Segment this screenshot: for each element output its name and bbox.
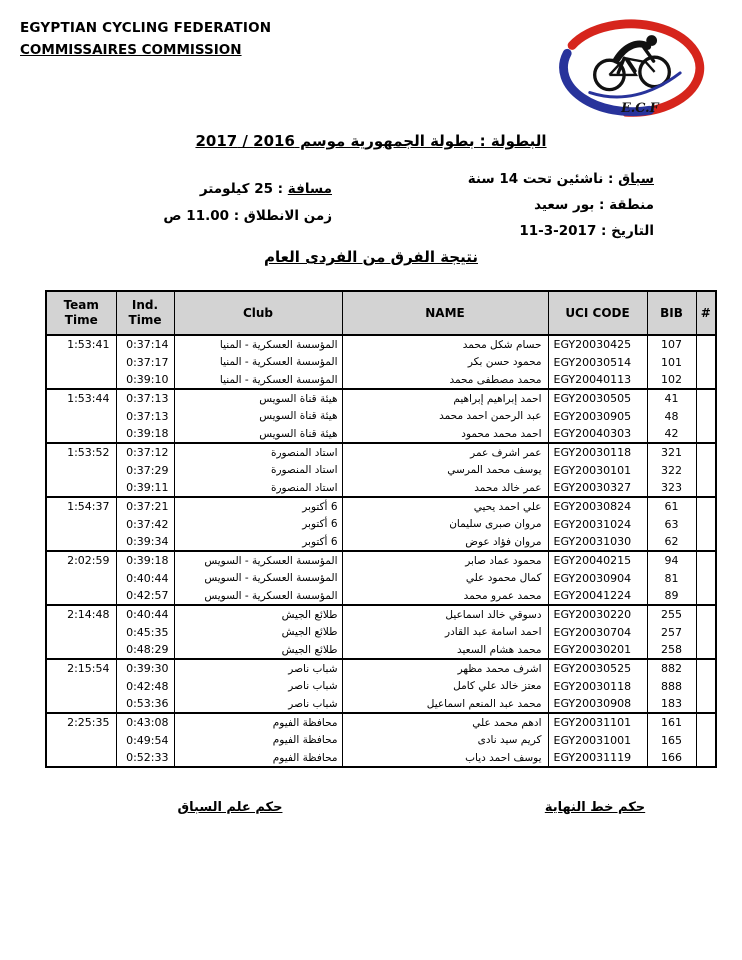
header-uci-code: UCI CODE bbox=[548, 291, 647, 335]
team-time-cell bbox=[46, 461, 116, 479]
rank-cell bbox=[696, 443, 716, 461]
bib-cell: 183 bbox=[647, 695, 696, 713]
name-cell: علي احمد يحيي bbox=[342, 497, 548, 515]
ind-time-cell: 0:39:34 bbox=[116, 533, 174, 551]
rank-cell bbox=[696, 731, 716, 749]
rank-cell bbox=[696, 749, 716, 767]
name-cell: اشرف محمد مظهر bbox=[342, 659, 548, 677]
logo-text: E.C.F bbox=[621, 101, 659, 117]
table-row bbox=[46, 659, 716, 677]
name-cell: محمد مصطفى محمد bbox=[342, 371, 548, 389]
ind-time-cell: 0:37:42 bbox=[116, 515, 174, 533]
name-cell: عمر اشرف عمر bbox=[342, 443, 548, 461]
ind-time-cell: 0:39:11 bbox=[116, 479, 174, 497]
team-time-cell: 2:14:48 bbox=[46, 605, 116, 623]
uci-code-cell: EGY20031101 bbox=[548, 713, 647, 731]
team-time-cell: 1:53:52 bbox=[46, 443, 116, 461]
bib-cell: 102 bbox=[647, 371, 696, 389]
table-row bbox=[46, 389, 716, 407]
bib-cell: 107 bbox=[647, 335, 696, 353]
ecf-logo-graphic bbox=[548, 14, 716, 124]
rank-cell bbox=[696, 605, 716, 623]
uci-code-cell: EGY20030201 bbox=[548, 641, 647, 659]
table-row bbox=[46, 371, 716, 389]
race-flag-judge-signature: حكم علم السباق bbox=[177, 800, 283, 815]
name-cell: مروان صبرى سليمان bbox=[342, 515, 548, 533]
name-cell: دسوقي خالد اسماعيل bbox=[342, 605, 548, 623]
header-team-time: Team Time bbox=[46, 291, 116, 335]
rank-cell bbox=[696, 623, 716, 641]
rank-cell bbox=[696, 713, 716, 731]
ind-time-cell: 0:52:33 bbox=[116, 749, 174, 767]
ecf-logo bbox=[548, 14, 716, 124]
uci-code-cell: EGY20040113 bbox=[548, 371, 647, 389]
uci-code-cell: EGY20041224 bbox=[548, 587, 647, 605]
bib-cell: 63 bbox=[647, 515, 696, 533]
team-time-cell bbox=[46, 353, 116, 371]
ind-time-cell: 0:40:44 bbox=[116, 569, 174, 587]
table-row bbox=[46, 731, 716, 749]
team-time-cell bbox=[46, 623, 116, 641]
date-line: التاريخ : 2017-3-11 bbox=[519, 223, 654, 239]
section-title: نتيجة الفرق من الفردى العام bbox=[264, 248, 478, 266]
ind-time-cell: 0:39:18 bbox=[116, 425, 174, 443]
rank-cell bbox=[696, 587, 716, 605]
ind-time-cell: 0:39:18 bbox=[116, 551, 174, 569]
rank-cell bbox=[696, 569, 716, 587]
team-time-cell: 1:53:44 bbox=[46, 389, 116, 407]
table-row bbox=[46, 407, 716, 425]
bib-cell: 321 bbox=[647, 443, 696, 461]
ind-time-cell: 0:53:36 bbox=[116, 695, 174, 713]
bib-cell: 322 bbox=[647, 461, 696, 479]
name-cell: عمر خالد محمد bbox=[342, 479, 548, 497]
race-label: سباق bbox=[618, 171, 654, 187]
table-row bbox=[46, 461, 716, 479]
uci-code-cell: EGY20030118 bbox=[548, 677, 647, 695]
header-ind-time: Ind. Time bbox=[116, 291, 174, 335]
rank-cell bbox=[696, 335, 716, 353]
name-cell: محمود عماد صابر bbox=[342, 551, 548, 569]
rank-cell bbox=[696, 479, 716, 497]
rank-cell bbox=[696, 677, 716, 695]
team-time-cell bbox=[46, 371, 116, 389]
name-cell: احمد اسامة عبد القادر bbox=[342, 623, 548, 641]
org-header bbox=[20, 20, 271, 58]
ind-time-cell: 0:42:48 bbox=[116, 677, 174, 695]
club-cell: المؤسسة العسكرية - السويس bbox=[174, 587, 342, 605]
table-row bbox=[46, 515, 716, 533]
bib-cell: 62 bbox=[647, 533, 696, 551]
org-subtitle: COMMISSAIRES COMMISSION bbox=[20, 42, 242, 58]
name-cell: محمد عبد المنعم اسماعيل bbox=[342, 695, 548, 713]
ind-time-cell: 0:37:17 bbox=[116, 353, 174, 371]
ind-time-cell: 0:37:13 bbox=[116, 389, 174, 407]
uci-code-cell: EGY20030505 bbox=[548, 389, 647, 407]
club-cell: محافظة الفيوم bbox=[174, 749, 342, 767]
team-time-cell: 2:25:35 bbox=[46, 713, 116, 731]
team-time-cell bbox=[46, 479, 116, 497]
header-bib: BIB bbox=[647, 291, 696, 335]
team-time-cell bbox=[46, 587, 116, 605]
team-time-cell bbox=[46, 515, 116, 533]
uci-code-cell: EGY20030118 bbox=[548, 443, 647, 461]
name-cell: كمال محمود علي bbox=[342, 569, 548, 587]
club-cell: استاد المنصورة bbox=[174, 443, 342, 461]
uci-code-cell: EGY20030525 bbox=[548, 659, 647, 677]
table-row bbox=[46, 641, 716, 659]
table-row bbox=[46, 479, 716, 497]
table-row bbox=[46, 353, 716, 371]
team-time-cell bbox=[46, 407, 116, 425]
ind-time-cell: 0:39:30 bbox=[116, 659, 174, 677]
distance-value: : 25 كيلومتر bbox=[199, 181, 288, 197]
ind-time-cell: 0:48:29 bbox=[116, 641, 174, 659]
team-time-cell bbox=[46, 677, 116, 695]
bib-cell: 48 bbox=[647, 407, 696, 425]
table-row bbox=[46, 695, 716, 713]
rank-cell bbox=[696, 551, 716, 569]
bib-cell: 42 bbox=[647, 425, 696, 443]
club-cell: 6 أكتوبر bbox=[174, 533, 342, 551]
team-time-cell bbox=[46, 425, 116, 443]
club-cell: محافظة الفيوم bbox=[174, 731, 342, 749]
table-row bbox=[46, 443, 716, 461]
header-club: Club bbox=[174, 291, 342, 335]
club-cell: طلائع الجيش bbox=[174, 605, 342, 623]
ind-time-cell: 0:37:29 bbox=[116, 461, 174, 479]
bib-cell: 81 bbox=[647, 569, 696, 587]
uci-code-cell: EGY20031119 bbox=[548, 749, 647, 767]
bib-cell: 888 bbox=[647, 677, 696, 695]
club-cell: هيئة قناة السويس bbox=[174, 389, 342, 407]
uci-code-cell: EGY20031030 bbox=[548, 533, 647, 551]
race-meta-left bbox=[118, 176, 332, 230]
club-cell: طلائع الجيش bbox=[174, 623, 342, 641]
club-cell: المؤسسة العسكرية - السويس bbox=[174, 551, 342, 569]
ind-time-cell: 0:49:54 bbox=[116, 731, 174, 749]
team-time-cell: 2:02:59 bbox=[46, 551, 116, 569]
ind-time-cell: 0:39:10 bbox=[116, 371, 174, 389]
ind-time-cell: 0:37:12 bbox=[116, 443, 174, 461]
club-cell: شباب ناصر bbox=[174, 695, 342, 713]
table-header-row bbox=[46, 291, 716, 335]
uci-code-cell: EGY20040303 bbox=[548, 425, 647, 443]
table-row bbox=[46, 677, 716, 695]
rank-cell bbox=[696, 389, 716, 407]
club-cell: استاد المنصورة bbox=[174, 461, 342, 479]
rank-cell bbox=[696, 533, 716, 551]
club-cell: 6 أكتوبر bbox=[174, 515, 342, 533]
bib-cell: 61 bbox=[647, 497, 696, 515]
bib-cell: 166 bbox=[647, 749, 696, 767]
bib-cell: 258 bbox=[647, 641, 696, 659]
club-cell: المؤسسة العسكرية - السويس bbox=[174, 569, 342, 587]
bib-cell: 94 bbox=[647, 551, 696, 569]
bib-cell: 41 bbox=[647, 389, 696, 407]
championship-title: البطولة : بطولة الجمهورية موسم 2016 / 2017 bbox=[195, 132, 547, 150]
ind-time-cell: 0:45:35 bbox=[116, 623, 174, 641]
club-cell: 6 أكتوبر bbox=[174, 497, 342, 515]
club-cell: المؤسسة العسكرية - المنيا bbox=[174, 353, 342, 371]
uci-code-cell: EGY20030904 bbox=[548, 569, 647, 587]
name-cell: يوسف محمد المرسي bbox=[342, 461, 548, 479]
club-cell: استاد المنصورة bbox=[174, 479, 342, 497]
rank-cell bbox=[696, 659, 716, 677]
uci-code-cell: EGY20031024 bbox=[548, 515, 647, 533]
team-time-cell bbox=[46, 641, 116, 659]
finish-line-judge-signature: حكم خط النهاية bbox=[544, 800, 646, 815]
rank-cell bbox=[696, 353, 716, 371]
results-table bbox=[45, 290, 717, 768]
uci-code-cell: EGY20030908 bbox=[548, 695, 647, 713]
start-time-line: زمن الانطلاق : 11.00 ص bbox=[163, 208, 332, 224]
name-cell: احمد محمد محمود bbox=[342, 425, 548, 443]
ind-time-cell: 0:43:08 bbox=[116, 713, 174, 731]
name-cell: ادهم محمد علي bbox=[342, 713, 548, 731]
name-cell: محمود حسن بكر bbox=[342, 353, 548, 371]
table-row bbox=[46, 497, 716, 515]
name-cell: حسام شكل محمد bbox=[342, 335, 548, 353]
region-line: منطقة : بور سعيد bbox=[534, 197, 654, 213]
name-cell: محمد عمرو محمد bbox=[342, 587, 548, 605]
club-cell: شباب ناصر bbox=[174, 659, 342, 677]
table-row bbox=[46, 551, 716, 569]
uci-code-cell: EGY20030514 bbox=[548, 353, 647, 371]
table-row bbox=[46, 713, 716, 731]
distance-line bbox=[118, 176, 332, 203]
team-time-cell: 2:15:54 bbox=[46, 659, 116, 677]
club-cell: شباب ناصر bbox=[174, 677, 342, 695]
rank-cell bbox=[696, 461, 716, 479]
club-cell: المؤسسة العسكرية - المنيا bbox=[174, 335, 342, 353]
uci-code-cell: EGY20030425 bbox=[548, 335, 647, 353]
ind-time-cell: 0:40:44 bbox=[116, 605, 174, 623]
bib-cell: 257 bbox=[647, 623, 696, 641]
header-name: NAME bbox=[342, 291, 548, 335]
team-time-cell bbox=[46, 533, 116, 551]
name-cell: عبد الرحمن احمد محمد bbox=[342, 407, 548, 425]
name-cell: مروان فؤاد عوض bbox=[342, 533, 548, 551]
rank-cell bbox=[696, 371, 716, 389]
club-cell: طلائع الجيش bbox=[174, 641, 342, 659]
results-table-head bbox=[46, 291, 716, 335]
name-cell: محمد هشام السعيد bbox=[342, 641, 548, 659]
rank-cell bbox=[696, 515, 716, 533]
uci-code-cell: EGY20031001 bbox=[548, 731, 647, 749]
bib-cell: 882 bbox=[647, 659, 696, 677]
ind-time-cell: 0:37:21 bbox=[116, 497, 174, 515]
rank-cell bbox=[696, 407, 716, 425]
uci-code-cell: EGY20030905 bbox=[548, 407, 647, 425]
uci-code-cell: EGY20040215 bbox=[548, 551, 647, 569]
table-row bbox=[46, 587, 716, 605]
team-time-cell bbox=[46, 749, 116, 767]
race-meta-right bbox=[468, 166, 654, 244]
rank-cell bbox=[696, 425, 716, 443]
table-row bbox=[46, 605, 716, 623]
team-time-cell bbox=[46, 569, 116, 587]
race-value: : ناشئين تحت 14 سنة bbox=[467, 171, 619, 187]
ind-time-cell: 0:37:13 bbox=[116, 407, 174, 425]
table-row bbox=[46, 749, 716, 767]
club-cell: محافظة الفيوم bbox=[174, 713, 342, 731]
uci-code-cell: EGY20030101 bbox=[548, 461, 647, 479]
name-cell: معتز خالد علي كامل bbox=[342, 677, 548, 695]
bib-cell: 165 bbox=[647, 731, 696, 749]
table-row bbox=[46, 569, 716, 587]
team-time-cell bbox=[46, 731, 116, 749]
rank-cell bbox=[696, 641, 716, 659]
header-rank: # bbox=[696, 291, 716, 335]
name-cell: كريم سيد نادى bbox=[342, 731, 548, 749]
team-time-cell bbox=[46, 695, 116, 713]
race-line bbox=[468, 166, 654, 192]
ind-time-cell: 0:37:14 bbox=[116, 335, 174, 353]
ind-time-cell: 0:42:57 bbox=[116, 587, 174, 605]
table-row bbox=[46, 335, 716, 353]
club-cell: هيئة قناة السويس bbox=[174, 425, 342, 443]
name-cell: يوسف احمد دياب bbox=[342, 749, 548, 767]
table-row bbox=[46, 425, 716, 443]
name-cell: احمد إبراهيم إبراهيم bbox=[342, 389, 548, 407]
org-name: EGYPTIAN CYCLING FEDERATION bbox=[20, 20, 272, 36]
club-cell: هيئة قناة السويس bbox=[174, 407, 342, 425]
table-row bbox=[46, 623, 716, 641]
team-time-cell: 1:53:41 bbox=[46, 335, 116, 353]
uci-code-cell: EGY20030704 bbox=[548, 623, 647, 641]
table-row bbox=[46, 533, 716, 551]
bib-cell: 101 bbox=[647, 353, 696, 371]
bib-cell: 255 bbox=[647, 605, 696, 623]
bib-cell: 161 bbox=[647, 713, 696, 731]
cyclist-icon bbox=[590, 35, 680, 97]
rank-cell bbox=[696, 695, 716, 713]
bib-cell: 323 bbox=[647, 479, 696, 497]
uci-code-cell: EGY20030824 bbox=[548, 497, 647, 515]
results-table-body bbox=[46, 335, 716, 767]
uci-code-cell: EGY20030327 bbox=[548, 479, 647, 497]
club-cell: المؤسسة العسكرية - المنيا bbox=[174, 371, 342, 389]
uci-code-cell: EGY20030220 bbox=[548, 605, 647, 623]
rank-cell bbox=[696, 497, 716, 515]
distance-label: مسافة bbox=[287, 181, 332, 197]
bib-cell: 89 bbox=[647, 587, 696, 605]
team-time-cell: 1:54:37 bbox=[46, 497, 116, 515]
